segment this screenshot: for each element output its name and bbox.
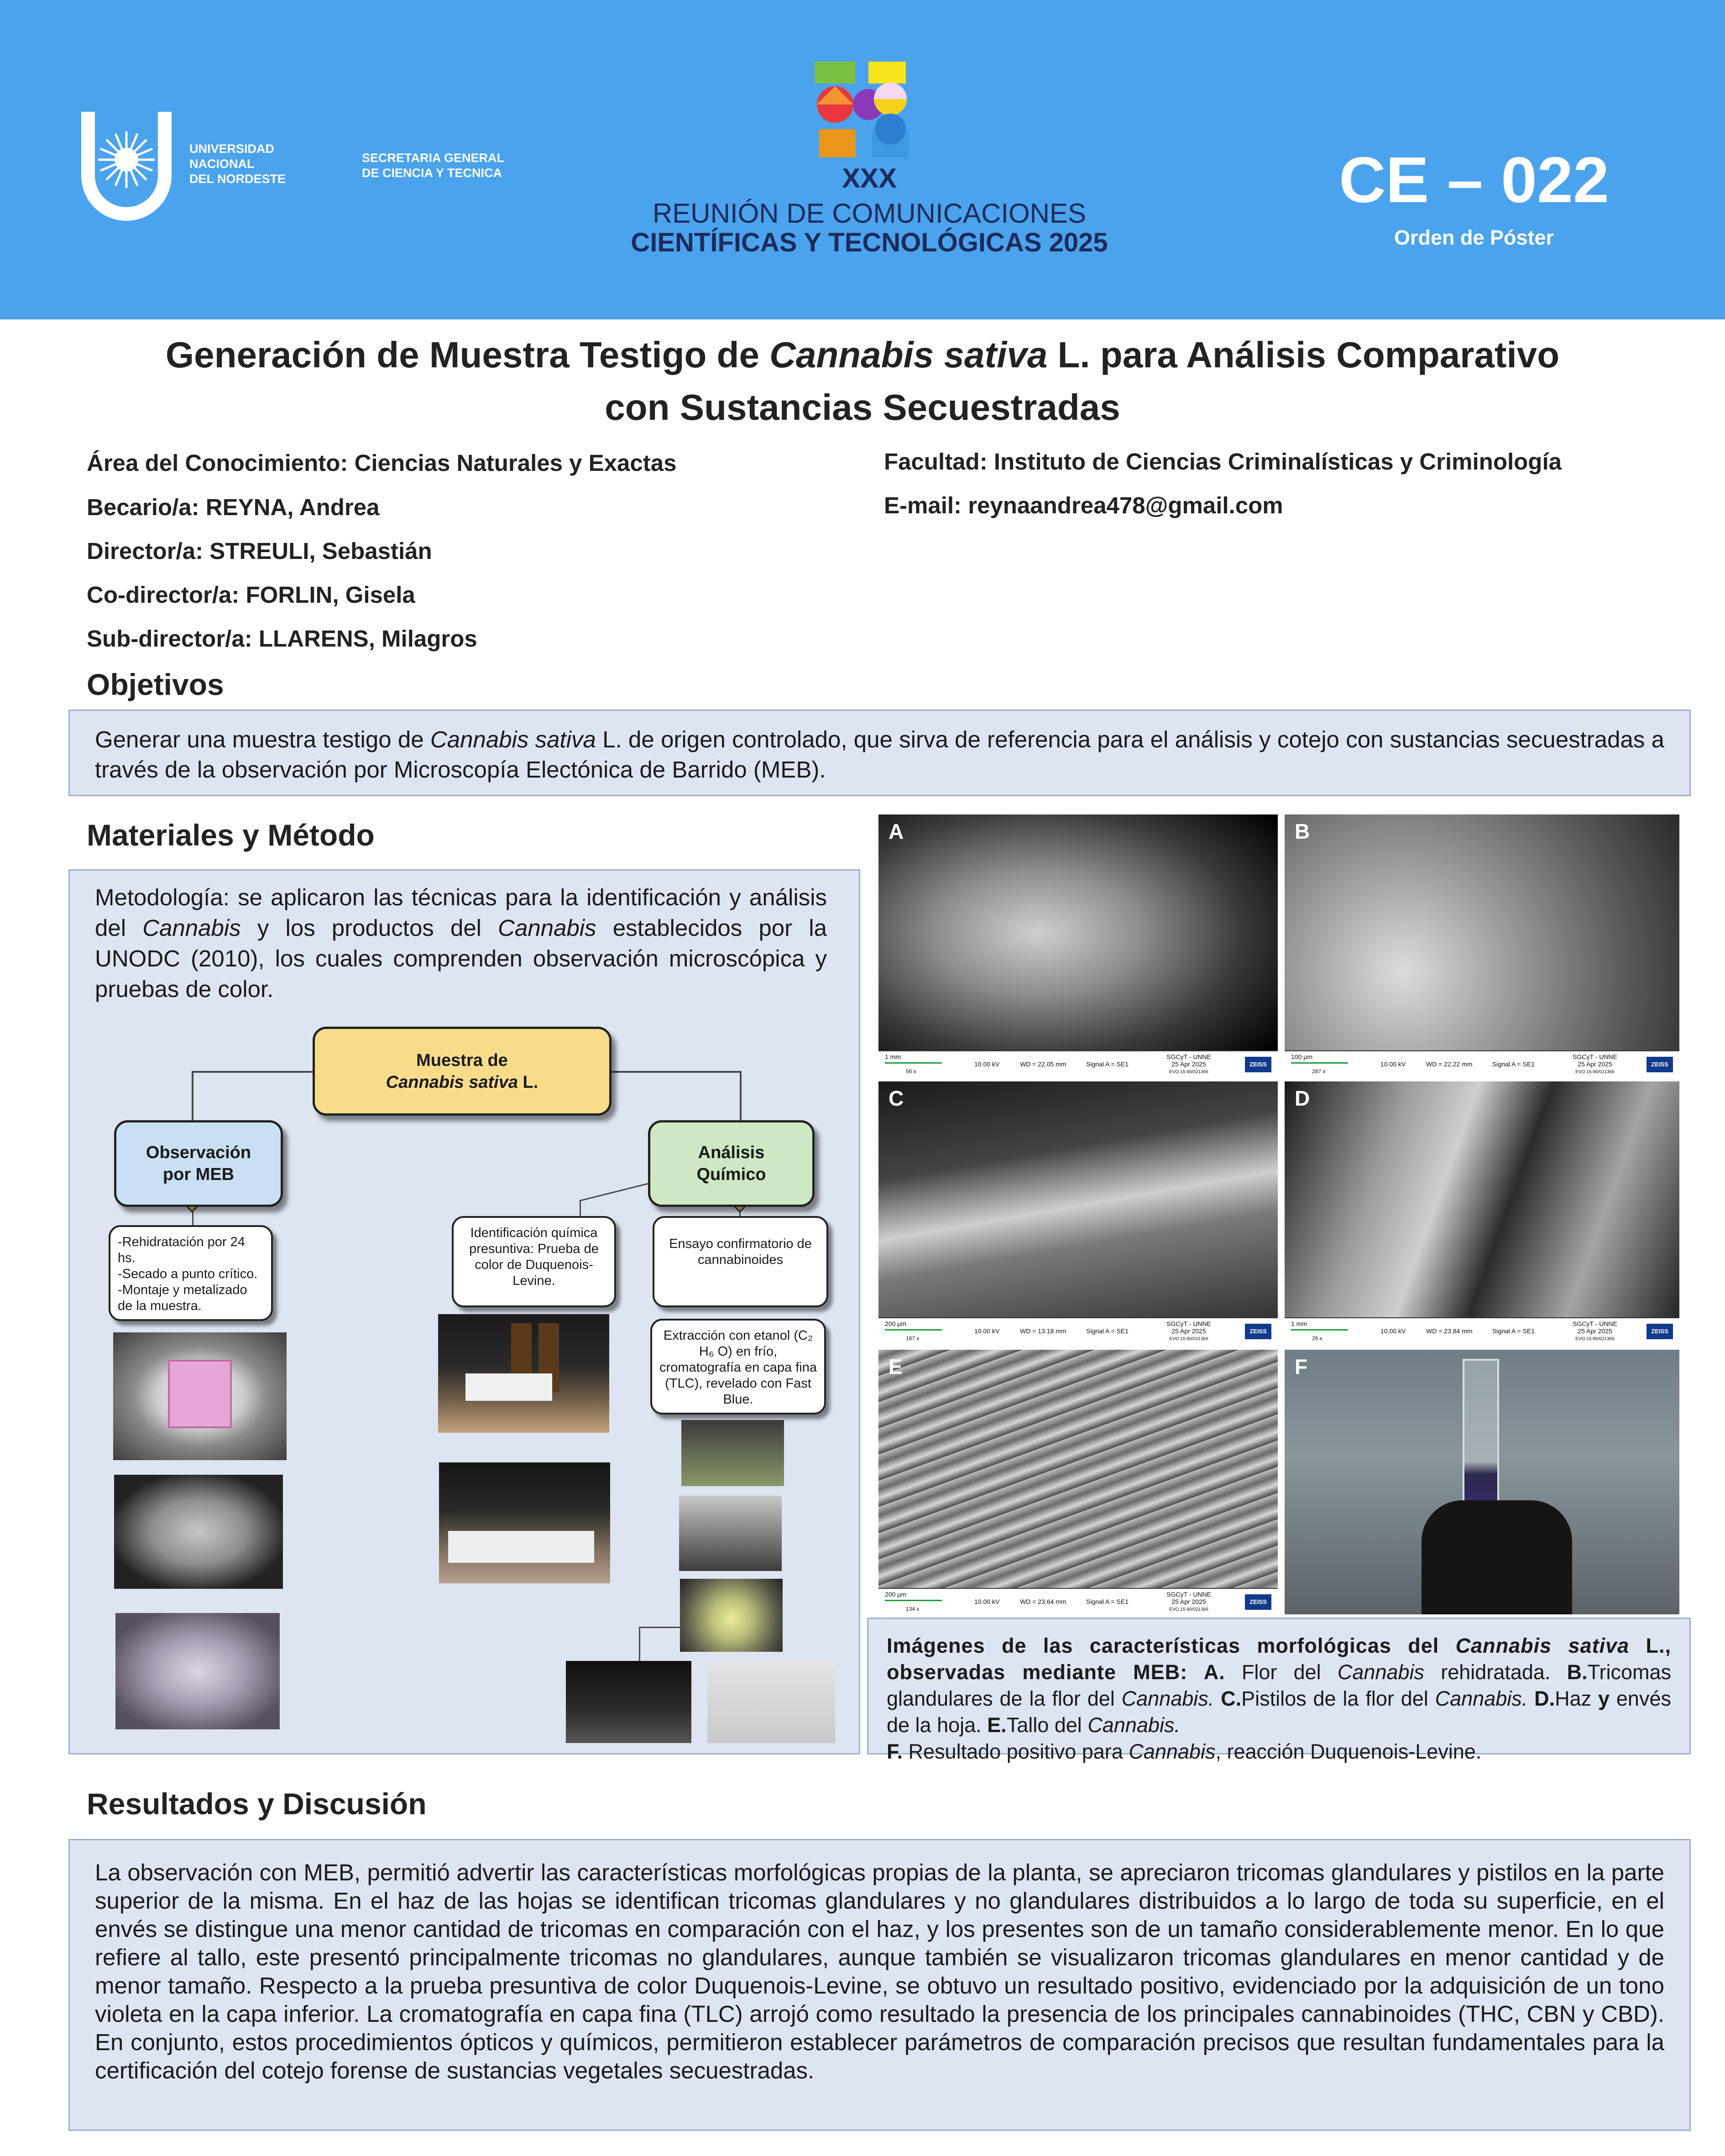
photo-rehydration-dish bbox=[113, 1332, 287, 1460]
panel-a-wd: WD = 22.05 mm bbox=[1020, 1060, 1066, 1068]
panel-c-mag: 187 x bbox=[906, 1335, 920, 1342]
meta-codirector: Co-director/a: FORLIN, Gisela bbox=[87, 582, 415, 608]
panel-c-scale: 200 µm bbox=[885, 1320, 906, 1327]
meta-subdirector: Sub-director/a: LLARENS, Milagros bbox=[87, 626, 477, 652]
sem-panel-f-test-tube bbox=[1285, 1350, 1679, 1614]
panel-e-date: 25 Apr 2025 bbox=[1171, 1598, 1206, 1605]
panel-c-scalebar bbox=[878, 1317, 1278, 1344]
panel-d-date: 25 Apr 2025 bbox=[1578, 1327, 1612, 1335]
sem-panel-d bbox=[1285, 1081, 1679, 1344]
event-title-line1: REUNIÓN DE COMUNICACIONES bbox=[652, 198, 1087, 229]
zeiss-logo: ZEISS bbox=[1245, 1057, 1271, 1072]
panel-d-scalebar bbox=[1285, 1317, 1679, 1344]
panel-e-letter: E bbox=[889, 1355, 903, 1378]
photo-ethanol-extraction bbox=[681, 1420, 784, 1486]
poster-order-label: Orden de Póster bbox=[1394, 226, 1554, 249]
sem-panel-a bbox=[878, 814, 1278, 1077]
meta-director: Director/a: STREULI, Sebastián bbox=[87, 538, 432, 564]
panel-c-signal: Signal A = SE1 bbox=[1086, 1327, 1129, 1335]
panel-d-serial: EVO 15-90/021366 bbox=[1575, 1336, 1615, 1342]
panel-b-scale: 100 µm bbox=[1291, 1053, 1312, 1060]
panel-e-kv: 10.00 kV bbox=[974, 1598, 1000, 1605]
panel-a-kv: 10.00 kV bbox=[974, 1060, 1000, 1068]
objetivos-heading: Objetivos bbox=[87, 668, 224, 701]
meta-email: E-mail: reynaandrea478@gmail.com bbox=[884, 492, 1283, 518]
panel-a-serial: EVO 15-90/021366 bbox=[1169, 1070, 1208, 1075]
panel-a-scale: 1 mm bbox=[885, 1053, 901, 1060]
zeiss-logo: ZEISS bbox=[1647, 1057, 1673, 1072]
materiales-heading: Materiales y Método bbox=[87, 818, 375, 852]
resultados-text: La observación con MEB, permitió advertir las características morfológicas propias de la planta, se apreciaron tricomas glandulares y pistilos en la parte superior de la misma. En el haz de las hojas se identifican tricomas glandulares y no glandulares distribuidos a lo largo de toda su superficie, en el envés se distingue una menor cantidad de tricomas en comparación con el haz, y los presentes son de un tamaño considerablemente menor. En lo que refiere al tallo, este presentó principalmente tricomas no glandulares, aunque también se visualizaron tricomas glandulares en menor cantidad y de menor tamaño. Respecto a la prueba presuntiva de color Duquenois-Levine, se obtuvo un resultado positivo, evidenciado por la adquisición de un tono violeta en la capa inferior. La cromatografía en capa fina (TLC) arrojó como resultado la presencia de los principales cannabinoides (THC, CBN y CBD). En conjunto, estos procedimientos ópticos y químicos, permitieron establecer parámetros de comparación precisos que resultan fundamentales para la certificación del cotejo forense de sustancias vegetales secuestradas. bbox=[95, 1859, 1664, 2083]
panel-d-signal: Signal A = SE1 bbox=[1492, 1327, 1535, 1335]
resultados-heading: Resultados y Discusión bbox=[87, 1787, 427, 1821]
panel-b-letter: B bbox=[1295, 820, 1310, 843]
flow-meb-node: Observación por MEB bbox=[114, 1120, 283, 1207]
panel-d-kv: 10.00 kV bbox=[1380, 1327, 1406, 1335]
panel-a-signal: Signal A = SE1 bbox=[1086, 1060, 1129, 1068]
sem-panel-b bbox=[1285, 814, 1679, 1077]
materiales-text: Metodología: se aplicaron las técnicas para la identificación y análisis del Cannabis y los productos del Cannabis establecidos por la UNODC (2010), los cuales comprenden observación microscópica y pruebas de color. bbox=[95, 884, 827, 1002]
poster-title: Generación de Muestra Testigo de Cannabis sativa L. para Análisis Comparativo con Sustancias Secuestradas bbox=[165, 334, 1560, 428]
panel-c-date: 25 Apr 2025 bbox=[1171, 1327, 1206, 1335]
panel-b-lab: SGCyT - UNNE bbox=[1573, 1053, 1617, 1060]
photo-tlc-plate-development bbox=[566, 1661, 691, 1743]
connector-right bbox=[740, 1071, 742, 1120]
panel-c-letter: C bbox=[889, 1086, 904, 1110]
flow-meb-steps: -Rehidratación por 24 hs. -Secado a punto crítico. -Montaje y metalizado de la muestra. bbox=[109, 1225, 273, 1321]
meta-area: Área del Conocimiento: Ciencias Naturales y Exactas bbox=[87, 450, 677, 476]
panel-e-scalebar bbox=[878, 1588, 1278, 1614]
panel-a-mag: 56 x bbox=[906, 1068, 916, 1075]
meta-facultad: Facultad: Instituto de Ciencias Criminalísticas y Criminología bbox=[884, 449, 1562, 475]
panel-b-date: 25 Apr 2025 bbox=[1578, 1060, 1612, 1068]
objetivos-box bbox=[68, 710, 1691, 796]
panel-b-mag: 287 x bbox=[1312, 1068, 1326, 1075]
panel-a-date: 25 Apr 2025 bbox=[1171, 1060, 1206, 1068]
flow-root-node: Muestra de Cannabis sativa L. bbox=[313, 1027, 612, 1116]
panel-a-letter: A bbox=[889, 820, 904, 843]
flow-presuntiva-note: Identificación química presuntiva: Prueba de color de Duquenois-Levine. bbox=[452, 1216, 616, 1307]
panel-b-signal: Signal A = SE1 bbox=[1492, 1060, 1535, 1068]
figure-caption: Imágenes de las características morfológicas del Cannabis sativa L., observadas mediante MEB: A. Flor del Cannabis rehidratada. B.Tricomas glandulares de la flor del Cannabis. C.Pistilos de la flor del Cannabis. D.Haz y envés de la hoja. E.Tallo del Cannabis. F. Resultado positivo para Cannabis, reacción Duquenois-Levine. bbox=[887, 1634, 1671, 1763]
sem-panel-e bbox=[878, 1350, 1278, 1614]
photo-extract-dish bbox=[680, 1579, 783, 1652]
objetivos-text: Generar una muestra testigo de Cannabis sativa L. de origen controlado, que sirva de referencia para el análisis y cotejo con sustancias secuestradas a través de la observación por Microscopía Electónica de Barrido (MEB). bbox=[95, 726, 1664, 783]
zeiss-logo: ZEISS bbox=[1245, 1594, 1271, 1610]
photo-test-tube-rack bbox=[439, 1462, 610, 1583]
panel-a-scalebar bbox=[878, 1050, 1278, 1077]
meta-becario: Becario/a: REYNA, Andrea bbox=[87, 494, 380, 520]
panel-e-serial: EVO 15-90/021366 bbox=[1169, 1607, 1208, 1612]
flow-confirmatorio-note: Ensayo confirmatorio de cannabinoides bbox=[653, 1216, 828, 1307]
panel-e-signal: Signal A = SE1 bbox=[1086, 1598, 1129, 1605]
panel-b-wd: WD = 22.22 mm bbox=[1426, 1060, 1473, 1068]
panel-e-lab: SGCyT - UNNE bbox=[1166, 1591, 1211, 1598]
panel-f-letter: F bbox=[1295, 1355, 1308, 1378]
zeiss-logo: ZEISS bbox=[1245, 1324, 1271, 1339]
photo-color-test-reagents bbox=[438, 1314, 609, 1433]
photo-critical-point-samples bbox=[114, 1475, 283, 1589]
event-logo bbox=[815, 62, 913, 158]
panel-d-letter: D bbox=[1295, 1086, 1310, 1110]
figure-caption-box bbox=[867, 1618, 1691, 1763]
panel-d-scale: 1 mm bbox=[1291, 1320, 1307, 1327]
photo-tlc-plate-result bbox=[707, 1661, 835, 1743]
photo-metallized-samples bbox=[115, 1613, 280, 1729]
university-name: UNIVERSIDAD NACIONAL DEL NORDESTE bbox=[189, 142, 286, 186]
panel-b-scalebar bbox=[1285, 1050, 1679, 1077]
panel-e-wd: WD = 23.64 mm bbox=[1020, 1598, 1066, 1605]
unne-logo bbox=[80, 112, 173, 221]
header-band bbox=[0, 0, 1725, 319]
panel-c-wd: WD = 13.18 mm bbox=[1020, 1327, 1066, 1335]
photo-tlc-setup bbox=[679, 1496, 782, 1571]
panel-d-lab: SGCyT - UNNE bbox=[1573, 1320, 1617, 1327]
connector-left bbox=[192, 1071, 193, 1120]
secretaria-name: SECRETARIA GENERAL DE CIENCIA Y TECNICA bbox=[362, 151, 505, 180]
panel-e-scale: 200 µm bbox=[885, 1591, 906, 1598]
sem-panel-c bbox=[878, 1081, 1278, 1344]
flow-extraccion-note: Extracción con etanol (C₂ H₆ O) en frío, cromatografía en capa fina (TLC), revelado con Fast Blue. bbox=[650, 1319, 826, 1415]
panel-d-mag: 26 x bbox=[1312, 1335, 1322, 1342]
panel-e-mag: 134 x bbox=[906, 1606, 920, 1612]
panel-b-serial: EVO 15-90/021366 bbox=[1575, 1070, 1615, 1075]
panel-c-serial: EVO 15-90/021366 bbox=[1169, 1336, 1208, 1342]
event-title-line2: CIENTÍFICAS Y TECNOLÓGICAS 2025 bbox=[631, 228, 1108, 257]
poster-code: CE – 022 bbox=[1338, 144, 1610, 216]
panel-c-lab: SGCyT - UNNE bbox=[1166, 1320, 1211, 1327]
panel-b-kv: 10.00 kV bbox=[1380, 1060, 1406, 1068]
zeiss-logo: ZEISS bbox=[1647, 1324, 1673, 1339]
panel-d-wd: WD = 23.84 mm bbox=[1426, 1327, 1473, 1335]
resultados-box bbox=[68, 1839, 1691, 2131]
connector-tlc-drop bbox=[639, 1627, 640, 1663]
event-edition: XXX bbox=[842, 163, 897, 193]
panel-c-kv: 10.00 kV bbox=[974, 1327, 1000, 1335]
panel-a-lab: SGCyT - UNNE bbox=[1166, 1053, 1211, 1060]
flow-quimico-node: Análisis Químico bbox=[648, 1120, 815, 1207]
